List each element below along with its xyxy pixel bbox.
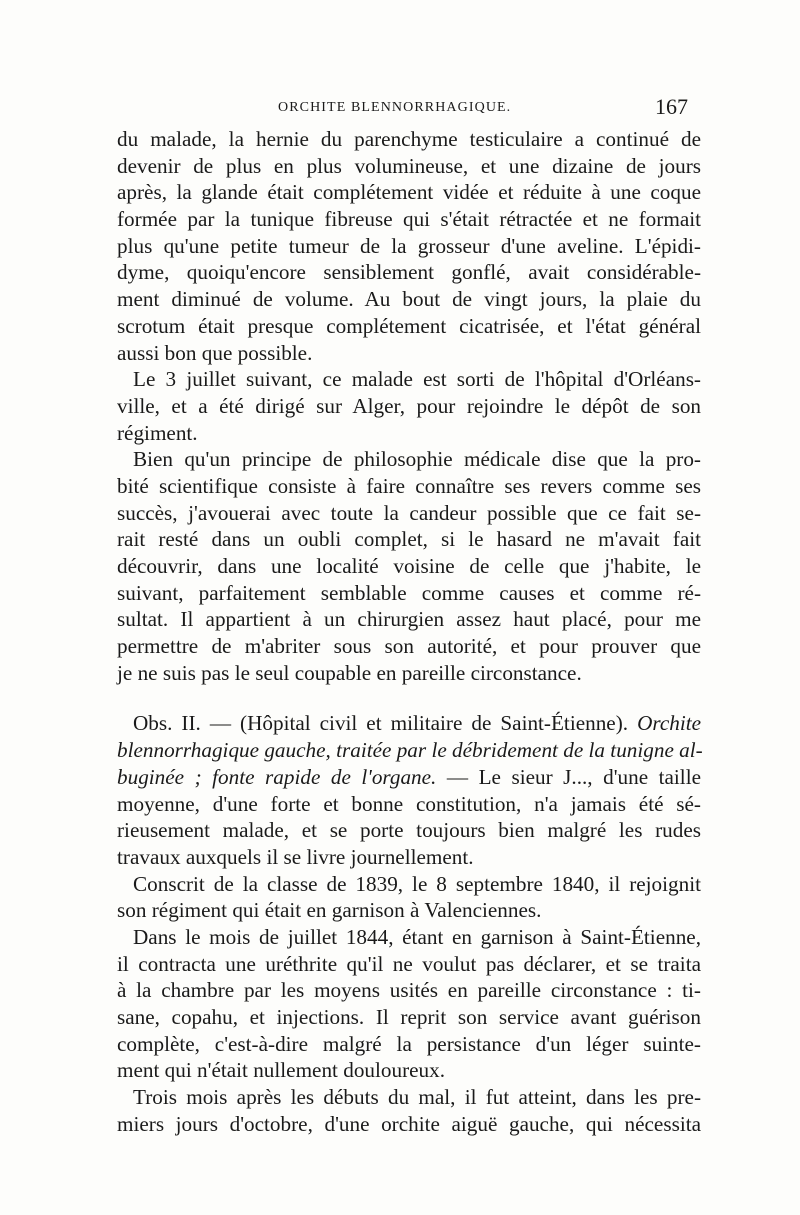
text-line: je ne suis pas le seul coupable en pareille circonstance. [117, 660, 582, 685]
text-line: plus qu'une petite tumeur de la grosseur d'une aveline. L'épidi- [117, 233, 701, 258]
observation-title-line3: buginée ; fonte rapide de l'organe. [117, 764, 437, 789]
text-line: rieusement malade, et se porte toujours bien malgré les rudes [117, 818, 701, 843]
text-line: découvrir, dans une localité voisine de celle que j'habite, le [117, 554, 701, 578]
observation-title-line [117, 764, 701, 791]
heading-dash: — [200, 711, 241, 736]
text-line: sane, copahu, et injections. Il reprit son service avant guérison [117, 1005, 701, 1029]
text-line: il contracta une uréthrite qu'il ne voulut pas déclarer, et se traita [117, 951, 701, 976]
observation-title: Orchite [637, 711, 701, 736]
observation-title-line [117, 737, 701, 764]
observation-label: Obs. II. [133, 711, 201, 736]
section-gap [117, 686, 701, 710]
text-line: ment diminué de volume. Au bout de vingt jours, la plaie du [117, 287, 701, 312]
observation-text: — Le sieur J..., d'une taille [436, 764, 701, 789]
page-header [118, 96, 688, 120]
running-title: ORCHITE BLENNORRHAGIQUE. [278, 100, 512, 115]
text-line: devenir de plus en plus volumineuse, et une dizaine de jours [117, 153, 701, 178]
text-line: son régiment qui était en garnison à Valenciennes. [117, 898, 542, 923]
text-line: complète, c'est-à-dire malgré la persistance d'un léger suinte- [117, 1031, 701, 1056]
text-line: dyme, quoiqu'encore sensiblement gonflé, avait considérable- [117, 260, 701, 285]
page-number: 167 [655, 94, 688, 119]
body-text [117, 126, 701, 1137]
text-line: Conscrit de la classe de 1839, le 8 septembre 1840, il rejoignit [133, 871, 701, 896]
text-line: à la chambre par les moyens usités en pareille circonstance : ti- [117, 978, 701, 1003]
text-line: aussi bon que possible. [117, 340, 313, 365]
text-line: Bien qu'un principe de philosophie médicale dise que la pro- [133, 447, 701, 472]
text-line: ville, et a été dirigé sur Alger, pour rejoindre le dépôt de son [117, 393, 701, 418]
text-line: sultat. Il appartient à un chirurgien assez haut placé, pour me [117, 607, 701, 632]
text-line: Trois mois après les débuts du mal, il fut atteint, dans les pre- [133, 1085, 701, 1110]
text-line: du malade, la hernie du parenchyme testiculaire a continué de [117, 127, 701, 151]
observation-title-line2: blennorrhagique gauche, traitée par le débridement de la tunigne al- [117, 738, 703, 763]
text-line: ment qui n'était nullement douloureux. [117, 1058, 446, 1083]
text-line: après, la glande était complétement vidée et réduite à une coque [117, 180, 701, 205]
text-line: régiment. [117, 420, 198, 445]
text-line: moyenne, d'une forte et bonne constitution, n'a jamais été sé- [117, 791, 701, 816]
text-line: bité scientifique consiste à faire connaître ses revers comme ses [117, 473, 701, 498]
text-line: permettre de m'abriter sous son autorité, et pour prouver que [117, 634, 701, 659]
observation-institution: (Hôpital civil et militaire de Saint-Étienne). [240, 711, 629, 736]
text-line: travaux auxquels il se livre journellement. [117, 844, 474, 869]
text-line: rait resté dans un oubli complet, si le hasard ne m'avait fait [117, 527, 701, 552]
text-line: scrotum était presque complétement cicatrisée, et l'état général [117, 313, 701, 338]
text-line: Le 3 juillet suivant, ce malade est sorti de l'hôpital d'Orléans- [133, 367, 701, 392]
text-line: Dans le mois de juillet 1844, étant en garnison à Saint-Étienne, [133, 924, 701, 949]
text-line: succès, j'avouerai avec toute la candeur possible que ce fait se- [117, 500, 701, 525]
observation-heading [117, 710, 701, 737]
text-line: miers jours d'octobre, d'une orchite aiguë gauche, qui nécessita [117, 1111, 701, 1136]
text-line: formée par la tunique fibreuse qui s'était rétractée et ne formait [117, 207, 701, 232]
text-line: suivant, parfaitement semblable comme causes et comme ré- [117, 580, 701, 605]
